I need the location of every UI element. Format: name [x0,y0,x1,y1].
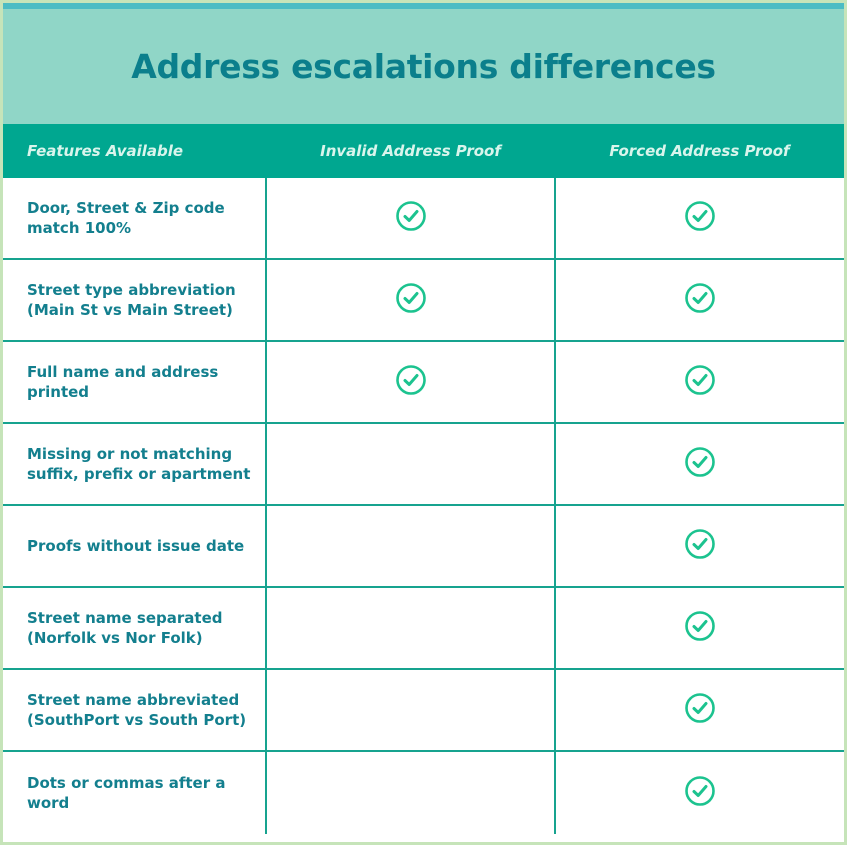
check-circle-icon [395,282,427,314]
invalid-cell [266,178,555,259]
table-row [3,341,844,423]
page-title: Address escalations differences [131,47,716,86]
invalid-cell [266,341,555,423]
table-row [3,178,844,259]
table-row [3,751,844,834]
comparison-card [3,3,844,842]
feature-label: Full name and address printed [3,341,266,423]
check-circle-icon [684,446,716,478]
table-row [3,259,844,341]
invalid-cell [266,505,555,587]
feature-label: Street type abbreviation (Main St vs Main Street) [3,259,266,341]
invalid-cell [266,669,555,751]
table-row [3,587,844,669]
forced-cell [555,178,844,259]
forced-cell [555,505,844,587]
table-header [3,124,844,178]
forced-cell [555,669,844,751]
invalid-cell [266,259,555,341]
table-row [3,423,844,505]
check-circle-icon [684,528,716,560]
forced-cell [555,587,844,669]
feature-label: Dots or commas after a word [3,751,266,834]
column-header-forced: Forced Address Proof [555,124,844,178]
invalid-cell [266,751,555,834]
check-circle-icon [395,200,427,232]
invalid-cell [266,587,555,669]
check-circle-icon [684,364,716,396]
table-row [3,505,844,587]
forced-cell [555,341,844,423]
check-circle-icon [684,282,716,314]
feature-label: Street name abbreviated (SouthPort vs South Port) [3,669,266,751]
comparison-table [3,124,844,834]
column-header-features: Features Available [3,124,266,178]
invalid-cell [266,423,555,505]
feature-label: Proofs without issue date [3,505,266,587]
check-circle-icon [684,200,716,232]
check-circle-icon [395,364,427,396]
title-band [3,9,844,124]
forced-cell [555,751,844,834]
check-circle-icon [684,775,716,807]
feature-label: Street name separated (Norfolk vs Nor Folk) [3,587,266,669]
check-circle-icon [684,610,716,642]
table-row [3,669,844,751]
feature-label: Missing or not matching suffix, prefix or apartment [3,423,266,505]
forced-cell [555,259,844,341]
column-header-invalid: Invalid Address Proof [266,124,555,178]
feature-label: Door, Street & Zip code match 100% [3,178,266,259]
forced-cell [555,423,844,505]
check-circle-icon [684,692,716,724]
